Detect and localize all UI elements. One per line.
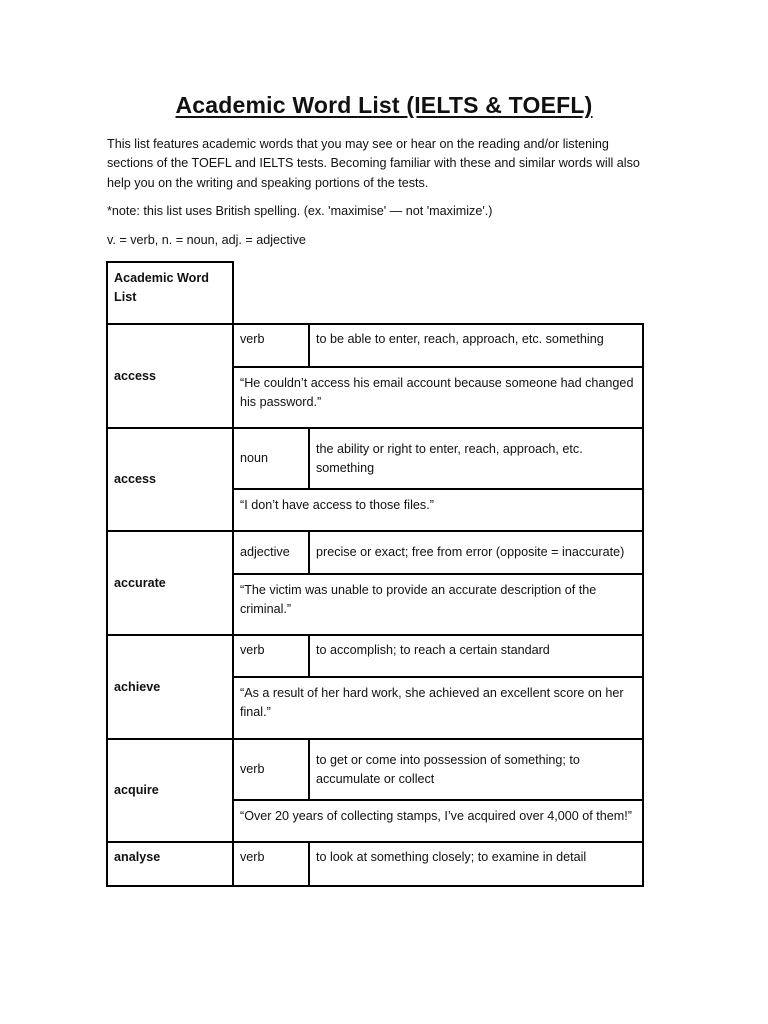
entry-example: “He couldn’t access his email account because someone had changed his password.” bbox=[233, 367, 643, 428]
entry-definition: the ability or right to enter, reach, approach, etc. something bbox=[309, 428, 643, 489]
entry-definition: to get or come into possession of something; to accumulate or collect bbox=[309, 739, 643, 800]
entry-word: accurate bbox=[107, 531, 233, 635]
abbreviation-key: v. = verb, n. = noun, adj. = adjective bbox=[107, 233, 306, 247]
entry-word: acquire bbox=[107, 739, 233, 842]
table-row bbox=[107, 324, 643, 367]
intro-paragraph: This list features academic words that you may see or hear on the reading and/or listening sections of the TOEFL and IELTS tests. Becoming familiar with these and similar words will also help you on the writing and speaking portions of the tests. bbox=[107, 137, 640, 190]
word-list-table bbox=[106, 261, 644, 887]
table-row bbox=[107, 739, 643, 800]
entry-definition: to accomplish; to reach a certain standard bbox=[309, 635, 643, 677]
spelling-note: *note: this list uses British spelling. (ex. 'maximise' — not 'maximize'.) bbox=[107, 204, 493, 218]
entry-word: access bbox=[107, 324, 233, 428]
entry-example: “As a result of her hard work, she achieved an excellent score on her final.” bbox=[233, 677, 643, 739]
entry-word: access bbox=[107, 428, 233, 531]
entry-example: “Over 20 years of collecting stamps, I’ve acquired over 4,000 of them!” bbox=[233, 800, 643, 842]
table-row bbox=[107, 842, 643, 886]
entry-definition: to be able to enter, reach, approach, etc. something bbox=[309, 324, 643, 367]
entry-word: achieve bbox=[107, 635, 233, 739]
table-header-blank bbox=[233, 262, 643, 324]
entry-definition: to look at something closely; to examine in detail bbox=[309, 842, 643, 886]
entry-definition: precise or exact; free from error (opposite = inaccurate) bbox=[309, 531, 643, 574]
entry-part-of-speech: verb bbox=[233, 739, 309, 800]
table-header-cell: Academic Word List bbox=[107, 262, 233, 324]
table-row bbox=[107, 635, 643, 677]
entry-part-of-speech: verb bbox=[233, 842, 309, 886]
entry-example: “I don’t have access to those files.” bbox=[233, 489, 643, 531]
table-header-row bbox=[107, 262, 643, 324]
entry-part-of-speech: verb bbox=[233, 635, 309, 677]
entry-part-of-speech: noun bbox=[233, 428, 309, 489]
entry-word: analyse bbox=[107, 842, 233, 886]
entry-example: “The victim was unable to provide an accurate description of the criminal.” bbox=[233, 574, 643, 635]
document-title: Academic Word List (IELTS & TOEFL) bbox=[175, 92, 593, 118]
table-row bbox=[107, 531, 643, 574]
entry-part-of-speech: adjective bbox=[233, 531, 309, 574]
table-row bbox=[107, 428, 643, 489]
entry-part-of-speech: verb bbox=[233, 324, 309, 367]
